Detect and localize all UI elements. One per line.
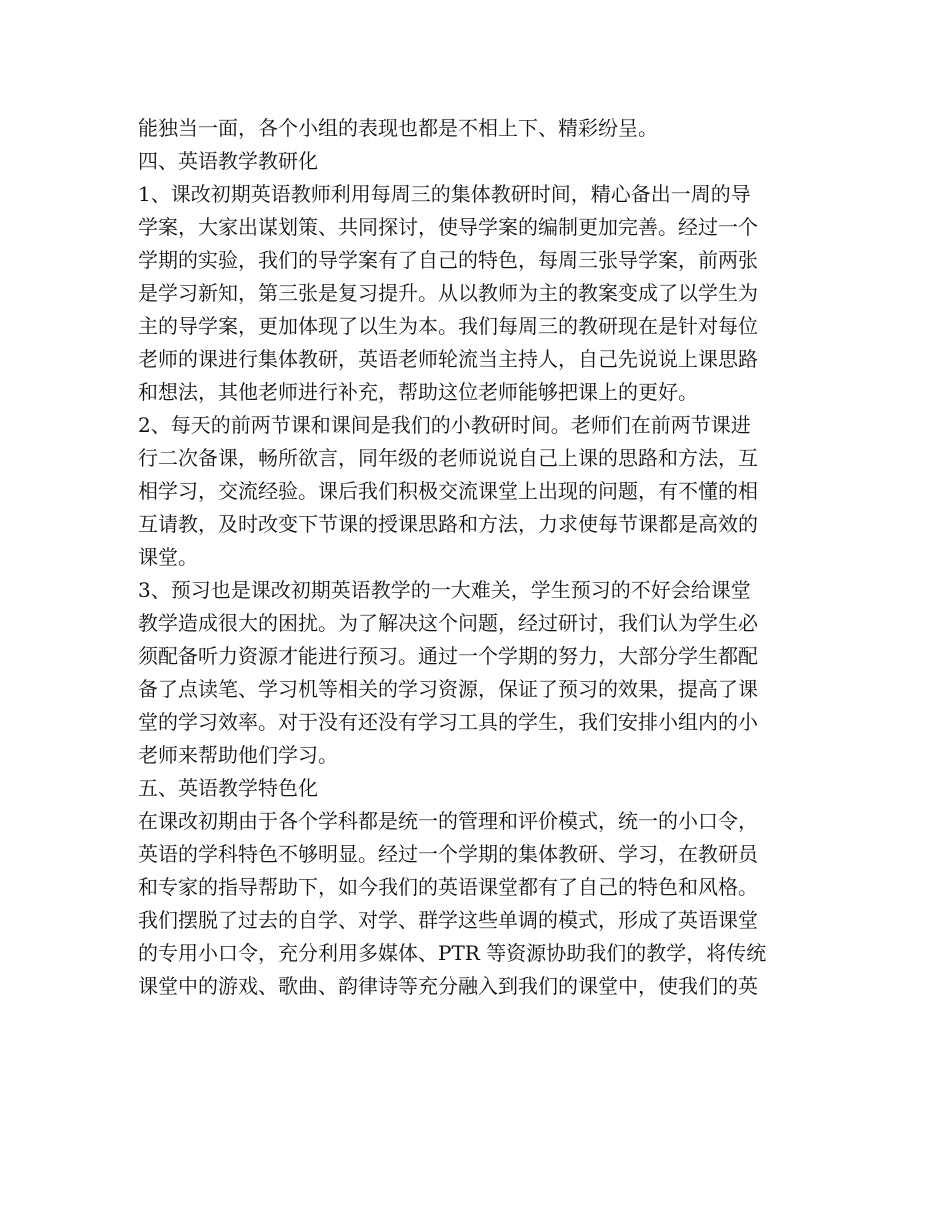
text-line: 英语的学科特色不够明显。经过一个学期的集体教研、学习，在教研员 <box>138 842 758 866</box>
text-line: 老师来帮助他们学习。 <box>138 743 338 767</box>
text-line: 须配备听力资源才能进行预习。通过一个学期的努力，大部分学生都配 <box>138 644 758 668</box>
text-line: 教学造成很大的困扰。为了解决这个问题，经过研讨，我们认为学生必 <box>138 611 758 635</box>
text-line: 学案，大家出谋划策、共同探讨，使导学案的编制更加完善。经过一个 <box>138 215 758 239</box>
text-line: 的专用小口令，充分利用多媒体、PTR 等资源协助我们的教学，将传统 <box>138 941 767 965</box>
text-line: 1、课改初期英语教师利用每周三的集体教研时间，精心备出一周的导 <box>138 182 751 206</box>
text-line: 备了点读笔、学习机等相关的学习资源，保证了预习的效果，提高了课 <box>138 677 758 701</box>
text-line: 老师的课进行集体教研，英语老师轮流当主持人，自己先说说上课思路 <box>138 347 758 371</box>
text-line: 和想法，其他老师进行补充，帮助这位老师能够把课上的更好。 <box>138 380 698 404</box>
text-line: 和专家的指导帮助下，如今我们的英语课堂都有了自己的特色和风格。 <box>138 875 758 899</box>
text-line: 能独当一面，各个小组的表现也都是不相上下、精彩纷呈。 <box>138 116 658 140</box>
text-line: 主的导学案，更加体现了以生为本。我们每周三的教研现在是针对每位 <box>138 314 758 338</box>
text-line: 学期的实验，我们的导学案有了自己的特色，每周三张导学案，前两张 <box>138 248 758 272</box>
section-heading: 四、英语教学教研化 <box>138 149 318 173</box>
section-heading: 五、英语教学特色化 <box>138 776 318 800</box>
text-line: 行二次备课，畅所欲言，同年级的老师说说自己上课的思路和方法，互 <box>138 446 758 470</box>
text-line: 我们摆脱了过去的自学、对学、群学这些单调的模式，形成了英语课堂 <box>138 908 758 932</box>
text-line: 课堂中的游戏、歌曲、韵律诗等充分融入到我们的课堂中，使我们的英 <box>138 974 758 998</box>
text-line: 3、预习也是课改初期英语教学的一大难关，学生预习的不好会给课堂 <box>138 578 751 602</box>
text-line: 在课改初期由于各个学科都是统一的管理和评价模式，统一的小口令， <box>138 809 758 833</box>
document-body <box>138 112 814 1003</box>
text-line: 是学习新知，第三张是复习提升。从以教师为主的教案变成了以学生为 <box>138 281 758 305</box>
text-line: 2、每天的前两节课和课间是我们的小教研时间。老师们在前两节课进 <box>138 413 751 437</box>
text-line: 相学习，交流经验。课后我们积极交流课堂上出现的问题，有不懂的相 <box>138 479 758 503</box>
text-line: 堂的学习效率。对于没有还没有学习工具的学生，我们安排小组内的小 <box>138 710 758 734</box>
text-line: 课堂。 <box>138 545 198 569</box>
text-line: 互请教，及时改变下节课的授课思路和方法，力求使每节课都是高效的 <box>138 512 758 536</box>
